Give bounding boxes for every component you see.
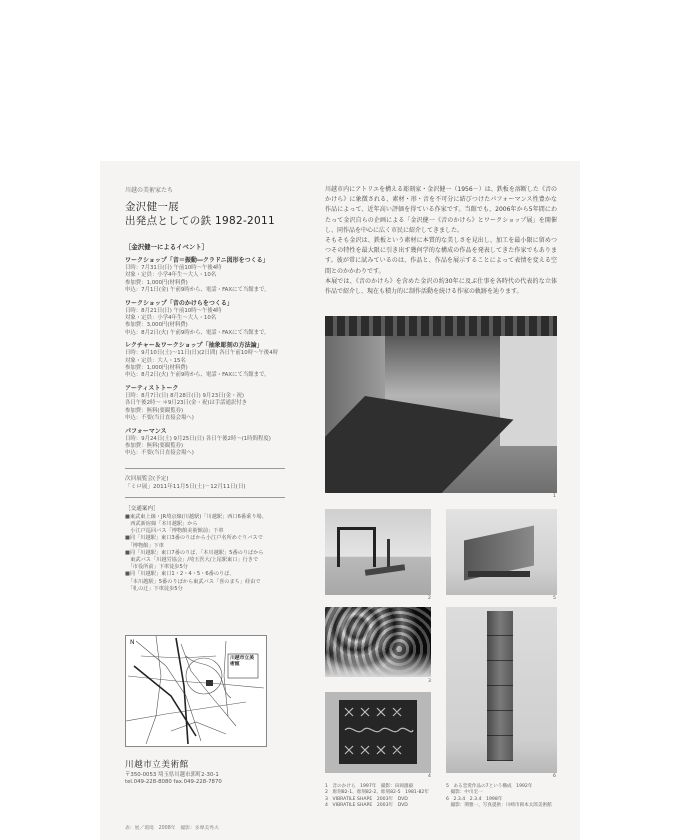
access-line: 「博物館」下車 (125, 542, 164, 549)
event-item (125, 428, 300, 458)
flyer-sheet (100, 161, 580, 840)
event-detail: 参加費：3,000円(材料費) (125, 322, 188, 329)
intro-paragraph: 川越市内にアトリエを構える彫刻家・金沢健一（1956－）は、鉄板を溶断した《音のかけら》に象徴される、素材・形・音を不可分に結びつけたパフォーマンス性豊かな作品によって、近年高い評価を得ている作家です。当館でも、2006年から5年間にわたって金沢自らの企画による「金沢健一《音のかけら》とワークショップ展」を開催し、同作品を中心に広く市民に紹介してきました。 (325, 186, 557, 234)
event-title: ワークショップ「音のかけらをつくる」 (125, 299, 233, 307)
event-item (125, 385, 300, 423)
event-detail: 日時：9月10日(土)～11日(日)(2日間) 各日午前10時～午後4時 (125, 350, 279, 357)
captions-left (325, 784, 429, 810)
event-title: レクチャー＆ワークショップ「抽象彫刻の方法論」 (125, 342, 263, 350)
photo-number: 3 (428, 679, 431, 684)
photo-number: 4 (428, 774, 431, 779)
contact-line: tel.049-228-8080 fax.049-228-7870 (125, 779, 222, 786)
access-line: 「札の辻」下車徒歩5分 (125, 585, 183, 592)
caption: 撮影：関雅一、写真提供：川崎市岡本太郎美術館 (446, 803, 552, 809)
access-line: 「市役所前」下車徒歩5分 (125, 564, 188, 571)
intro-paragraph: 本展では、《音のかけら》を含めた金沢の約30年に及ぶ仕事を各時代の代表的な立体作品で紹介し、現在も積力的に制作活動を続ける作家の軌跡を辿ります。 (325, 277, 557, 296)
event-title: パフォーマンス (125, 427, 167, 435)
divider (125, 497, 285, 498)
caption: 1 音のかけら 1997年 撮影：田岡鴻毅 (325, 784, 414, 789)
photo-number: 1 (553, 494, 556, 499)
map-drawing (126, 636, 266, 746)
access-line: ■東武東上線・JR埼京線(川越駅)「川越駅」西口6番乗り場、 (125, 513, 267, 520)
left-column (125, 185, 300, 593)
footer-credit: 表：展／環境 2008年 撮影：多摩美秀夫 (125, 826, 219, 831)
photo-1-installation (325, 316, 557, 493)
event-detail: 日時：8月21日(日) 午前10時～午後4時 (125, 307, 222, 314)
event-title: ワークショップ「音＝振動―クラドニ図形をつくる」 (125, 257, 269, 264)
access-line: 西武新宿線「本川越駅」から (125, 520, 198, 527)
address (125, 772, 285, 787)
event-item (125, 342, 300, 380)
title-line-2: 出発点としての鉄 1982-2011 (125, 215, 275, 227)
divider (125, 468, 285, 469)
caption: 3 VIBRATILE SHAPE 2003年 DVD (325, 796, 408, 802)
next-exhibition: 「ミロ展」2011年11月5日(土)－12月11日(日) (125, 483, 246, 490)
drawing-marks (339, 700, 417, 764)
access-line: 「本川越駅」5番のりばから東武バス「喜のまち」経由で (125, 578, 261, 585)
access-header: ［交通案内］ (125, 505, 159, 512)
event-title: アーティストトーク (125, 384, 179, 392)
photo-3-vibratile (325, 607, 431, 677)
event-detail: 対象・定員：大人・15名 (125, 357, 186, 364)
access-line: 小江戸巡回バス「博物館美術館前」下車 (125, 528, 224, 535)
caption: 5 ある恋愛作品の7という構成 1992年 (446, 784, 533, 789)
right-column (325, 185, 557, 297)
event-detail: 各日午後2時～ ＊9月23日(金・祝)は手話通訳付き (125, 400, 248, 407)
event-item (125, 300, 300, 338)
event-detail: 申込：不要(当日直接会場へ) (125, 450, 194, 457)
event-detail: 参加費：1,000円(材料費) (125, 365, 188, 372)
photo-4-drawing (325, 692, 431, 773)
event-detail: 日時：9月24日(土) 9月25日(日) 各日午後2時～(1時間程度) (125, 435, 271, 442)
access-line: 東武バス「川越労協会」/埼玉医大/上尾駅東口」行きで (125, 556, 259, 563)
access-line: ■同「川越駅」東口1・2・4・5・6番のりば、 (125, 571, 235, 578)
event-detail: 日時：7月31日(日) 午前10時～午後4時 (125, 265, 222, 271)
event-detail: 参加費：無料(要観覧券) (125, 407, 184, 414)
series-label: 川越の美術家たち (125, 187, 174, 194)
photo-number: 6 (553, 774, 556, 779)
event-detail: 対象・定員：小学4年生～大人・10名 (125, 272, 217, 279)
captions-right (446, 784, 552, 810)
event-detail: 申込：8月2日(火) 午前9時から、電話・FAXにて当館まで。 (125, 329, 270, 336)
event-detail: 申込：7月1日(金) 午前9時から、電話・FAXにて当館まで。 (125, 287, 270, 294)
access-line: ■同「川越駅」東口7番のりば、「本川越駅」5番のりばから (125, 549, 264, 556)
photo-number: 2 (428, 596, 431, 601)
events-header: ［金沢健一によるイベント］ (125, 243, 209, 251)
photo-2-gallery (325, 509, 431, 595)
caption: 6 2.3.4 2.3.4 1998年 (446, 796, 503, 802)
photo-number: 5 (553, 596, 556, 601)
events-list (125, 257, 300, 458)
map-label: 川越市立美術館 (230, 656, 254, 667)
photo-5-sculpture (446, 509, 557, 595)
event-detail: 申込：不要(当日直接会場へ) (125, 415, 194, 422)
caption: 4 VIBRATILE SHAPE 2003年 DVD (325, 803, 408, 809)
caption: 2 彫刻82-1、彫刻82-2、彫刻82-5 1981-82年 (325, 790, 429, 796)
event-detail: 日時：8月7日(日) 8月28日(日) 9月23日(金・祝) (125, 392, 244, 399)
event-detail: 参加費：1,000円(材料費) (125, 279, 188, 286)
title-line-1: 金沢健一展 (125, 201, 179, 213)
event-detail: 申込：8月2日(火) 午前9時から、電話・FAXにて当館まで。 (125, 372, 270, 379)
intro-paragraph: そもそも金沢は、鉄板という素材に本質的な美しさを見出し、加工を最小限に留めつつその特性を最大限に引き出す幾何学的な構成の作品を発表してきた作家でもあります。彼が常に試みているのは、作品と、作品を展示することによって表情を変える空間とのかかわりです。 (325, 237, 557, 275)
caption: 撮影：中川宏一 (446, 790, 483, 796)
next-exhibition-label: 次回展覧会(予定) (125, 475, 169, 482)
access-map (125, 635, 267, 747)
access-line: ■同「川越駅」東口3番のりばから小江戸名所めぐりバスで (125, 535, 263, 542)
event-item (125, 257, 300, 295)
museum-marker (206, 680, 213, 686)
access-list (125, 514, 300, 593)
north-label: N (130, 639, 135, 646)
address-line: 〒350-0053 埼玉県川越市郭町2-30-1 (125, 772, 219, 778)
event-detail: 対象・定員：小学4年生～大人・10名 (125, 315, 217, 322)
photo-6-column (446, 607, 557, 773)
museum-name: 川越市立美術館 (125, 760, 189, 770)
event-detail: 参加費：無料(要観覧券) (125, 442, 184, 449)
